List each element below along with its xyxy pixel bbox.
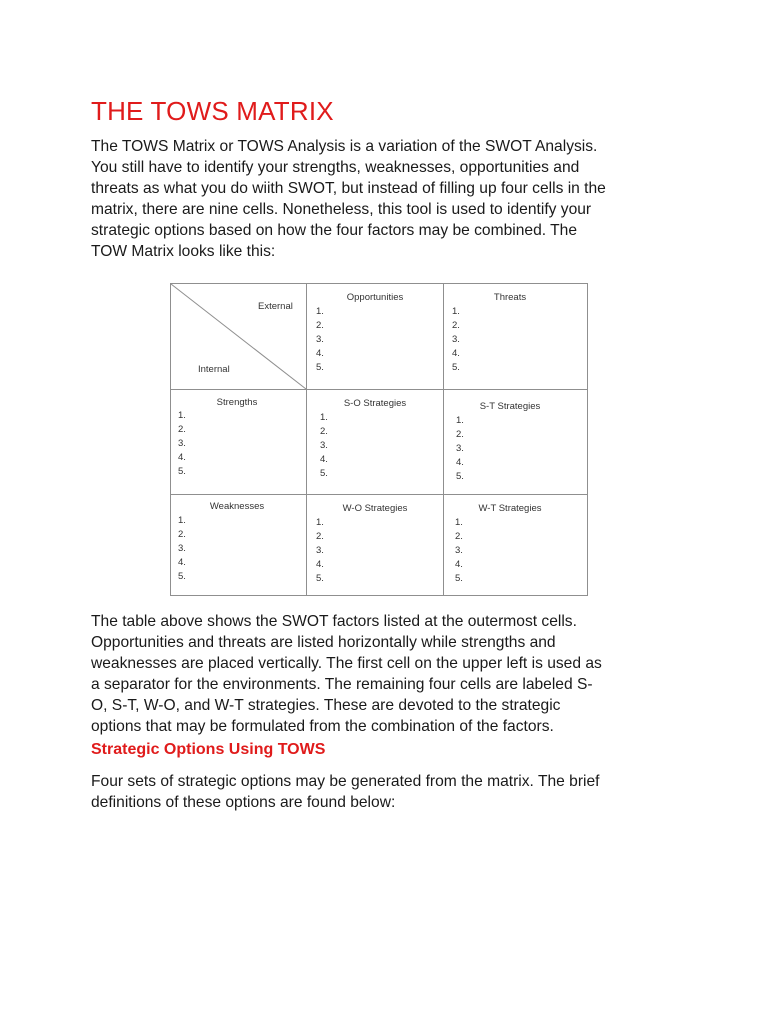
explain-line: O, S-T, W-O, and W-T strategies. These are devoted to the strategic bbox=[91, 697, 561, 714]
st-strategies-header: S-T Strategies bbox=[479, 401, 541, 412]
list-item: 5. bbox=[456, 471, 464, 482]
wt-strategies-list bbox=[455, 516, 463, 586]
list-item: 1. bbox=[320, 412, 328, 423]
external-label: External bbox=[258, 301, 293, 312]
list-item: 3. bbox=[316, 545, 324, 556]
wt-strategies-header: W-T Strategies bbox=[478, 503, 542, 514]
explain-line: a separator for the environments. The remaining four cells are labeled S- bbox=[91, 676, 593, 693]
matrix-border-bottom bbox=[170, 595, 588, 596]
threats-header: Threats bbox=[493, 292, 527, 303]
opportunities-list bbox=[316, 305, 324, 375]
st-strategies-list bbox=[456, 414, 464, 484]
list-item: 5. bbox=[455, 573, 463, 584]
list-item: 5. bbox=[316, 573, 324, 584]
opportunities-header: Opportunities bbox=[346, 292, 404, 303]
weaknesses-header: Weaknesses bbox=[209, 501, 265, 512]
so-strategies-header: S-O Strategies bbox=[343, 398, 407, 409]
list-item: 2. bbox=[452, 320, 460, 331]
list-item: 2. bbox=[455, 531, 463, 542]
strengths-header: Strengths bbox=[216, 397, 258, 408]
list-item: 3. bbox=[178, 438, 186, 449]
list-item: 2. bbox=[320, 426, 328, 437]
threats-list bbox=[452, 305, 460, 375]
explanation-paragraph bbox=[91, 611, 602, 737]
matrix-row-divider-2 bbox=[170, 494, 588, 495]
list-item: 4. bbox=[320, 454, 328, 465]
list-item: 1. bbox=[452, 306, 460, 317]
list-item: 3. bbox=[178, 543, 186, 554]
list-item: 3. bbox=[320, 440, 328, 451]
options-line: Four sets of strategic options may be generated from the matrix. The brief bbox=[91, 773, 600, 790]
intro-paragraph bbox=[91, 136, 606, 262]
wo-strategies-list bbox=[316, 516, 324, 586]
list-item: 3. bbox=[452, 334, 460, 345]
intro-line: threats as what you do wiith SWOT, but instead of filling up four cells in the bbox=[91, 180, 606, 197]
explain-line: The table above shows the SWOT factors listed at the outermost cells. bbox=[91, 613, 577, 630]
list-item: 4. bbox=[316, 348, 324, 359]
list-item: 1. bbox=[316, 517, 324, 528]
list-item: 2. bbox=[316, 531, 324, 542]
section-heading: Strategic Options Using TOWS bbox=[91, 741, 326, 758]
wo-strategies-header: W-O Strategies bbox=[342, 503, 408, 514]
list-item: 2. bbox=[456, 429, 464, 440]
strengths-list bbox=[178, 409, 186, 479]
so-strategies-list bbox=[320, 411, 328, 481]
intro-line: strategic options based on how the four factors may be combined. The bbox=[91, 222, 577, 239]
list-item: 5. bbox=[178, 466, 186, 477]
list-item: 4. bbox=[455, 559, 463, 570]
intro-line: The TOWS Matrix or TOWS Analysis is a variation of the SWOT Analysis. bbox=[91, 138, 598, 155]
list-item: 4. bbox=[316, 559, 324, 570]
list-item: 1. bbox=[178, 410, 186, 421]
tows-matrix-figure bbox=[170, 283, 588, 596]
list-item: 4. bbox=[456, 457, 464, 468]
intro-line: You still have to identify your strengths, weaknesses, opportunities and bbox=[91, 159, 580, 176]
explain-line: options that may be formulated from the combination of the factors. bbox=[91, 718, 554, 735]
weaknesses-list bbox=[178, 514, 186, 584]
list-item: 2. bbox=[316, 320, 324, 331]
list-item: 1. bbox=[456, 415, 464, 426]
options-line: definitions of these options are found below: bbox=[91, 794, 396, 811]
list-item: 3. bbox=[456, 443, 464, 454]
list-item: 1. bbox=[455, 517, 463, 528]
list-item: 4. bbox=[178, 452, 186, 463]
list-item: 5. bbox=[178, 571, 186, 582]
list-item: 3. bbox=[316, 334, 324, 345]
list-item: 5. bbox=[316, 362, 324, 373]
options-paragraph bbox=[91, 771, 599, 813]
explain-line: weaknesses are placed vertically. The first cell on the upper left is used as bbox=[91, 655, 602, 672]
matrix-col-divider-2 bbox=[443, 283, 444, 596]
list-item: 3. bbox=[455, 545, 463, 556]
list-item: 5. bbox=[320, 468, 328, 479]
explain-line: Opportunities and threats are listed horizontally while strengths and bbox=[91, 634, 556, 651]
list-item: 4. bbox=[452, 348, 460, 359]
list-item: 4. bbox=[178, 557, 186, 568]
list-item: 2. bbox=[178, 424, 186, 435]
list-item: 1. bbox=[316, 306, 324, 317]
matrix-border-right bbox=[587, 283, 588, 596]
list-item: 5. bbox=[452, 362, 460, 373]
list-item: 2. bbox=[178, 529, 186, 540]
intro-line: matrix, there are nine cells. Nonetheless, this tool is used to identify your bbox=[91, 201, 592, 218]
internal-label: Internal bbox=[198, 364, 230, 375]
list-item: 1. bbox=[178, 515, 186, 526]
page-title: THE TOWS MATRIX bbox=[91, 96, 334, 126]
corner-diagonal-line bbox=[170, 283, 307, 390]
intro-line: TOW Matrix looks like this: bbox=[91, 243, 276, 260]
